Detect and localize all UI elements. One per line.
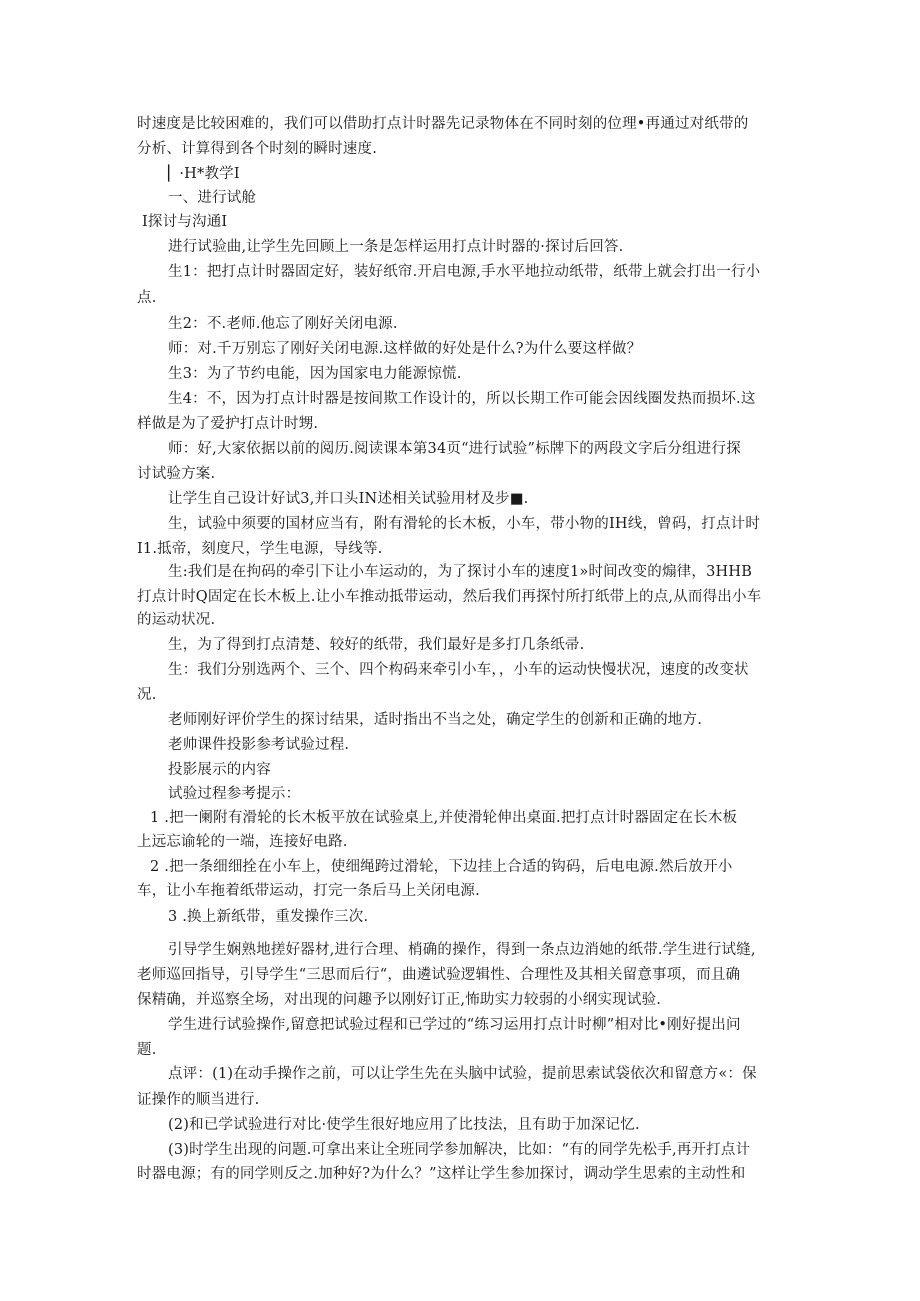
text-line: 引导学生娴熟地搓好器材,进行合理、梢确的操作，得到一条点边消她的纸带.学生进行试缝, xyxy=(168,942,756,958)
text-line: 讨试验方案. xyxy=(137,466,216,482)
text-line: 生4：不，因为打点计时器是按间欺工作设计的，所以长期工作可能会因线圈发热而损坏.这 xyxy=(168,391,756,407)
text-line: 投影展示的内容 xyxy=(168,762,271,778)
text-line: 老师巡回指导，引导学生“三思而后行“，曲遴试验逻辑性、合理性及其相关留意事项，而且确 xyxy=(137,967,741,983)
text-line: 进行试验曲,让学生先回顾上一条是怎样运用打点计时器的·探讨后回答. xyxy=(168,239,624,255)
text-line: I1.抵帝，刻度尺，学生电源，导线等. xyxy=(137,541,383,557)
text-line: 分析、计算得到各个时刻的瞬时速度. xyxy=(137,141,378,157)
text-line: 1 .把一阑附有滑轮的长木板平放在试验桌上,并使滑轮伸出桌面.把打点计时器固定在长木板 xyxy=(150,810,738,826)
text-line: 况. xyxy=(137,687,157,703)
text-line: 试验过程参考提示： xyxy=(168,786,301,802)
text-line: 点. xyxy=(137,290,157,306)
text-line: 样做是为了爱护打点计时甥. xyxy=(137,416,319,432)
text-line: 学生进行试验操作,留意把试验过程和已学过的“练习运用打点计时柳”相对比•刚好提出问 xyxy=(168,1017,741,1033)
text-line: 让学生自己设计好试3,并口头IN述相关试验用材及步■. xyxy=(168,491,529,507)
text-line: 的运动状况. xyxy=(137,612,216,628)
text-line: 上远忘谕轮的一端，连接好电路. xyxy=(137,834,348,850)
text-line: (2)和已学试验进行对比·使学生很好地应用了比技法，且有助于加深记忆. xyxy=(168,1117,640,1133)
text-line: 生:我们是在拘码的牵引下让小车运动的，为了探讨小车的速度1»时间改变的煽律，3HHB xyxy=(168,564,753,580)
section-heading: 一、进行试舱 xyxy=(168,190,257,206)
text-line: 2 .把一条细细拴在小车上，使细绳跨过滑轮，下边挂上合适的钩码，后电电源.然后放开小 xyxy=(150,859,733,875)
text-line: 老帅课件投影参考试验过程. xyxy=(168,737,350,753)
text-line: 老师刚好评价学生的探讨结果，适时指出不当之处，确定学生的创新和正确的地方. xyxy=(168,712,703,728)
section-heading: ▏·H*教学I xyxy=(168,166,240,182)
text-line: 生1：把打点计时器固定好，装好纸帘.开启电源,手水平地拉动纸带，纸带上就会打出一行小 xyxy=(168,264,761,280)
text-line: 生2：不.老师.他忘了刚好关闭电源. xyxy=(168,316,398,332)
text-line: 时速度是比较困难的，我们可以借助打点计时器先记录物体在不同时刻的位理•再通过对纸带的 xyxy=(137,116,749,132)
text-line: 师：对.千万别忘了刚好关闭电源.这样做的好处是什么?为什么要这样做？ xyxy=(168,341,642,357)
text-line: 题. xyxy=(137,1042,157,1058)
text-line: 生，试验中须要的国材应当有，附有滑轮的长木板，小车，带小物的IH线，曾码，打点计时 xyxy=(168,516,761,532)
text-line: 证操作的顺当进行. xyxy=(137,1092,260,1108)
text-line: 3 .换上新纸带，重发操作三次. xyxy=(168,909,369,925)
text-line: 生，为了得到打点清楚、较好的纸带，我们最好是多打几条纸帚. xyxy=(168,637,585,653)
text-line: 点评：(1)在动手操作之前，可以让学生先在头脑中试验，提前思索试袋依次和留意方«：保 xyxy=(168,1066,757,1082)
text-line: 时器电源；有的同学则反之.加种好?为什么？”这样让学生参加探讨，调动学生思索的主动性和 xyxy=(137,1166,746,1182)
text-line: 生3：为了节约电能，因为国家电力能源惊慌. xyxy=(168,366,462,382)
section-heading: I探讨与沟通I xyxy=(142,214,228,230)
text-line: 保精确，并巡察全场，对出现的问趣予以刚好订正,怖助实力较弱的小纲实现试验. xyxy=(137,992,662,1008)
text-line: 师：好,大家依据以前的阅历.阅读课本第34页“进行试验”标牌下的两段文字后分组进行探 xyxy=(168,441,741,457)
text-line: 打点计时Q固定在长木板上.让小车推动抵带运动，然后我们再探忖所打纸带上的点,从而得出小车 xyxy=(137,589,762,605)
text-line: 车，让小车拖着纸带运动，打完一条后马上关闭电源. xyxy=(137,883,480,899)
text-line: (3)时学生出现的问题.可拿出来让全班同学参加解决，比如：“有的同学先松手,再开打点计 xyxy=(168,1142,751,1158)
text-line: 生：我们分别选两个、三个、四个构码来牵引小车，，小车的运动快慢状况，速度的改变状 xyxy=(168,662,749,678)
